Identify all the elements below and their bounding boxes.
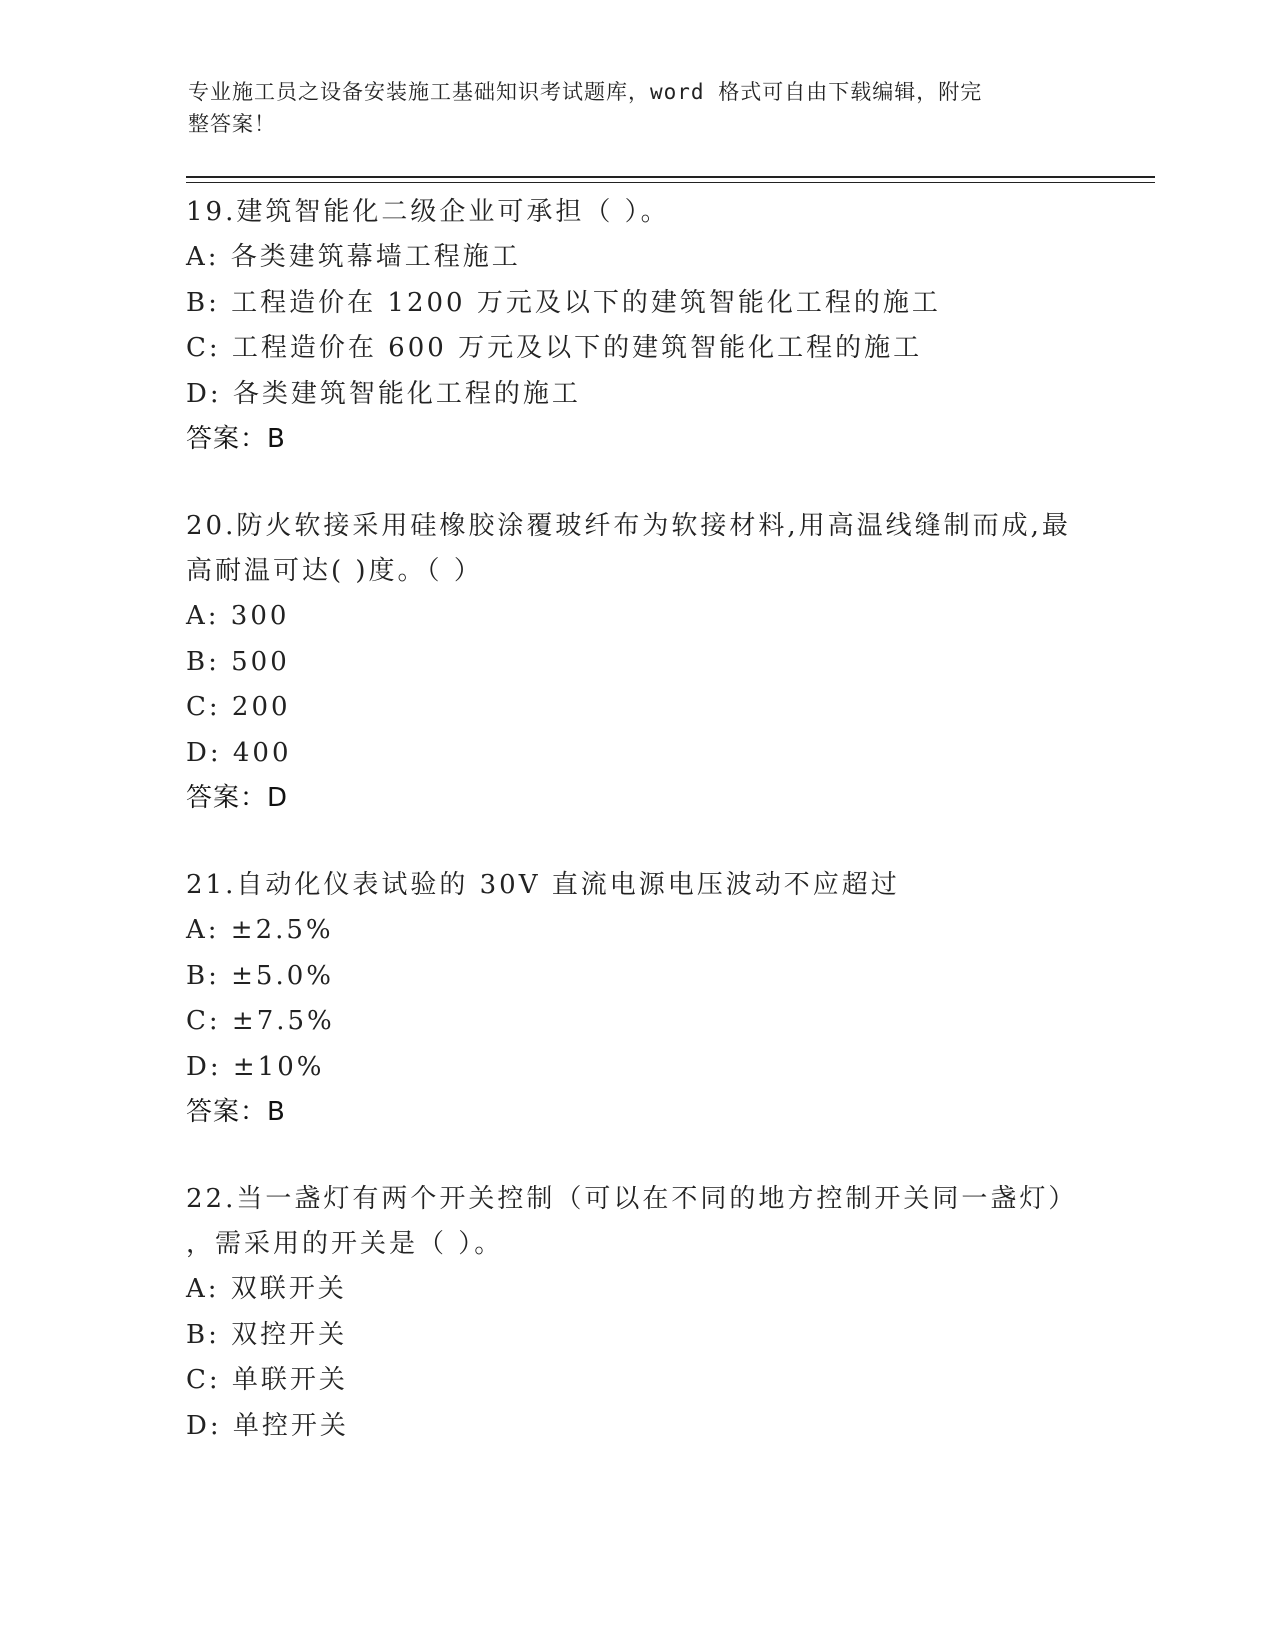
answer: 答案：D xyxy=(186,783,289,813)
header-divider-thick xyxy=(186,176,1155,178)
option-a: A: 各类建筑幕墙工程施工 xyxy=(186,242,521,272)
option-c: C: ±7.5% xyxy=(186,1006,335,1036)
question-list xyxy=(186,190,1146,1449)
document-header xyxy=(188,76,1088,140)
header-line-1: 专业施工员之设备安装施工基础知识考试题库，word 格式可自由下载编辑，附完 xyxy=(188,80,983,104)
header-divider-thin xyxy=(186,182,1155,183)
option-c: C: 200 xyxy=(186,692,291,722)
question-text-line-2: 高耐温可达( )度。（ ） xyxy=(186,556,483,586)
question-text-line-1: 22.当一盏灯有两个开关控制（可以在不同的地方控制开关同一盏灯） xyxy=(186,1184,1078,1214)
question-19 xyxy=(186,190,1146,462)
option-d: D: 单控开关 xyxy=(186,1410,349,1441)
question-text: 19.建筑智能化二级企业可承担（ ）。 xyxy=(186,197,670,227)
question-text: 21.自动化仪表试验的 30V 直流电源电压波动不应超过 xyxy=(186,870,900,900)
option-b: B: ±5.0% xyxy=(186,960,334,991)
question-22 xyxy=(186,1177,1146,1449)
question-text-line-2: ，需采用的开关是（ ）。 xyxy=(186,1229,504,1259)
option-a: A: 双联开关 xyxy=(186,1274,347,1304)
question-21 xyxy=(186,863,1146,1135)
option-c: C: 单联开关 xyxy=(186,1365,348,1395)
spacer xyxy=(186,821,1146,863)
option-b: B: 工程造价在 1200 万元及以下的建筑智能化工程的施工 xyxy=(186,287,941,318)
spacer xyxy=(186,1135,1146,1177)
option-a: A: 300 xyxy=(186,601,290,631)
option-d: D: ±10% xyxy=(186,1051,325,1082)
question-text-line-1: 20.防火软接采用硅橡胶涂覆玻纤布为软接材料,用高温线缝制而成,最 xyxy=(186,511,1071,541)
option-b: B: 500 xyxy=(186,646,290,677)
question-20 xyxy=(186,504,1146,821)
answer: 答案：B xyxy=(186,1097,286,1127)
option-d: D: 400 xyxy=(186,737,292,768)
option-d: D: 各类建筑智能化工程的施工 xyxy=(186,378,581,409)
answer: 答案：B xyxy=(186,424,286,454)
option-a: A: ±2.5% xyxy=(186,915,334,945)
header-line-2: 整答案！ xyxy=(188,112,276,136)
option-b: B: 双控开关 xyxy=(186,1319,348,1350)
option-c: C: 工程造价在 600 万元及以下的建筑智能化工程的施工 xyxy=(186,333,923,363)
spacer xyxy=(186,462,1146,504)
